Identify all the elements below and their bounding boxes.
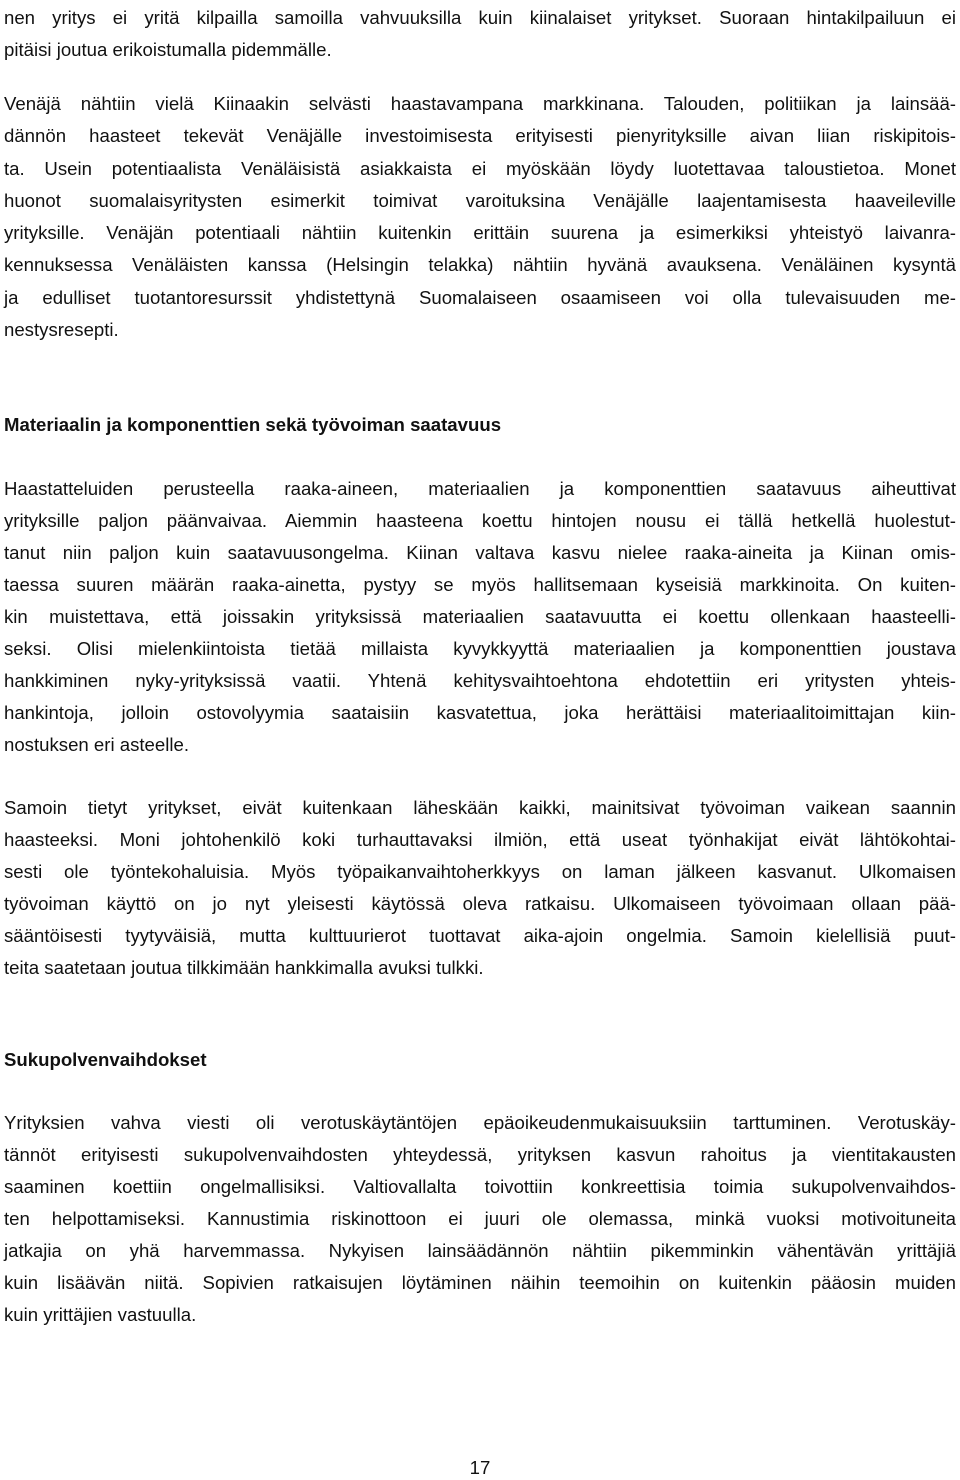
text-line: nestysresepti. <box>4 319 119 340</box>
text-line: kuin lisäävän niitä. Sopivien ratkaisujen löytäminen näihin teemoihin on kuitenkin pääosin muiden <box>4 1272 956 1293</box>
text-line: dännön haasteet tekevät Venäjälle investoimisesta erityisesti pienyrityksille aivan liian riskipitois- <box>4 125 956 146</box>
text-line: tännöt erityisesti sukupolvenvaihdosten yhteydessä, yrityksen kasvun rahoitus ja vientitakausten <box>4 1144 956 1165</box>
text-line: kin muistettava, että joissakin yrityksissä materiaalien saatavuutta ei koettu ollenkaan haasteelli- <box>4 606 956 627</box>
text-line: hankkiminen nyky-yrityksissä vaatii. Yhtenä kehitysvaihtoehtona ehdotettiin eri yritysten yhteis- <box>4 670 956 691</box>
text-line: yrityksille. Venäjän potentiaali nähtiin kuitenkin erittäin suurena ja esimerkiksi yhteistyö laivanra- <box>4 222 956 243</box>
text-line: seksi. Olisi mielenkiintoista tietää millaista kyvykkyyttä materiaalien ja komponenttien joustava <box>4 638 956 659</box>
document-page <box>4 0 956 1478</box>
text-line: nen yritys ei yritä kilpailla samoilla vahvuuksilla kuin kiinalaiset yritykset. Suoraan hintakilpailuun ei <box>4 7 956 28</box>
text-line: haasteeksi. Moni johtohenkilö koki turhauttavaksi ilmiön, että useat työnhakijat eivät lähtökohtai- <box>4 829 956 850</box>
text-line: hankintoja, jolloin ostovolyymia saataisiin kasvatettua, joka herättäisi materiaalitoimittajan kiin- <box>4 702 956 723</box>
text-line: taessa suuren määrän raaka-ainetta, pystyy se myös hallitsemaan kyseisiä markkinoita. On kuiten- <box>4 574 956 595</box>
text-line: teita saatetaan joutua tilkkimään hankkimalla avuksi tulkki. <box>4 957 484 978</box>
text-line: saaminen koettiin ongelmallisiksi. Valtiovallalta toivottiin konkreettisia toimia sukupolvenvaihdos- <box>4 1176 956 1197</box>
text-line: Yrityksien vahva viesti oli verotuskäytäntöjen epäoikeudenmukaisuuksiin tarttuminen. Verotuskäy- <box>4 1112 956 1133</box>
section-heading: Materiaalin ja komponenttien sekä työvoiman saatavuus <box>4 414 502 435</box>
text-line: ten helpottamiseksi. Kannustimia riskinottoon ei juuri ole olemassa, minkä vuoksi motivoituneita <box>4 1208 956 1229</box>
text-line: huonot suomalaisyritysten esimerkit toimivat varoituksina Venäjälle laajentamisesta haaveileville <box>4 190 956 211</box>
text-line: kennuksessa Venäläisten kanssa (Helsingin telakka) nähtiin hyvänä avauksena. Venäläinen kysyntä <box>4 254 956 275</box>
page-number: 17 <box>469 1457 491 1478</box>
text-line: Venäjä nähtiin vielä Kiinaakin selvästi haastavampana markkinana. Talouden, politiikan ja lainsää- <box>4 93 956 114</box>
text-line: kuin yrittäjien vastuulla. <box>4 1304 197 1325</box>
section-heading: Sukupolvenvaihdokset <box>4 1049 207 1070</box>
text-line: tanut niin paljon kuin saatavuusongelma. Kiinan valtava kasvu nielee raaka-aineita ja Kiinan omis- <box>4 542 956 563</box>
text-line: Haastatteluiden perusteella raaka-aineen, materiaalien ja komponenttien saatavuus aiheuttivat <box>4 478 956 499</box>
text-line: jatkajia on yhä harvemmassa. Nykyisen lainsäädännön nähtiin pikemminkin vähentävän yrittäjiä <box>4 1240 956 1261</box>
text-line: yrityksille paljon päänvaivaa. Aiemmin haasteena koettu hintojen nousu ei tällä hetkellä huolestut- <box>4 510 956 531</box>
text-line: sääntöisesti tyytyväisiä, mutta kulttuurierot tuottavat aika-ajoin ongelmia. Samoin kielellisiä puut- <box>4 925 956 946</box>
text-line: Samoin tietyt yritykset, eivät kuitenkaan läheskään kaikki, mainitsivat työvoiman vaikean saannin <box>4 797 956 818</box>
text-line: sesti ole työntekohaluisia. Myös työpaikanvaihtoherkkyys on laman jälkeen kasvanut. Ulkomaisen <box>4 861 956 882</box>
text-line: pitäisi joutua erikoistumalla pidemmälle. <box>4 39 332 60</box>
text-line: nostuksen eri asteelle. <box>4 734 190 755</box>
text-line: ja edulliset tuotantoresurssit yhdistettynä Suomalaiseen osaamiseen voi olla tulevaisuuden me- <box>4 287 956 308</box>
text-line: työvoiman käyttö on jo nyt yleisesti käytössä oleva ratkaisu. Ulkomaiseen työvoimaan ollaan pää- <box>4 893 956 914</box>
text-line: ta. Usein potentiaalista Venäläisistä asiakkaista ei myöskään löydy luotettavaa taloustietoa. Monet <box>4 158 956 179</box>
